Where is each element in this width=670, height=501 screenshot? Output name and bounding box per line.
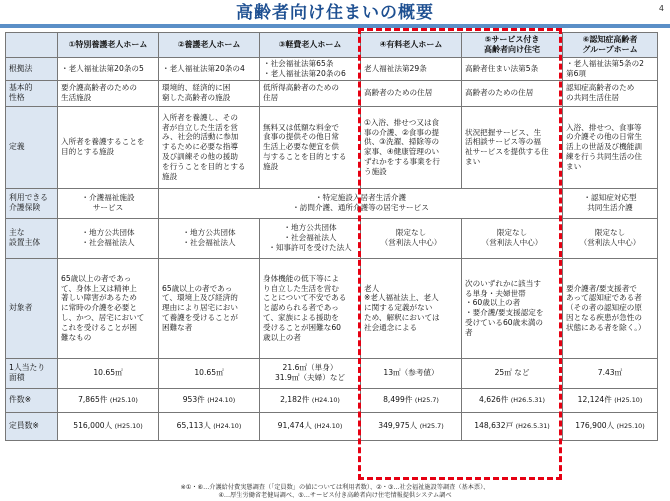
column-header: ④有料老人ホーム — [361, 33, 462, 58]
cell-date-note: (H25.10) — [114, 422, 143, 431]
table-cell: 高齢者住まい法第5条 — [462, 58, 563, 81]
table-cell: 65歳以上の者であっ て、身体上又は精神上 著しい障害があるため に常時の介護を必要と し、かつ、居宅において これを受けることが困 難なもの — [58, 258, 159, 358]
column-header: ⑤サービス付き 高齢者向け住宅 — [462, 33, 563, 58]
table-cell — [563, 412, 658, 440]
table-cell — [159, 412, 260, 440]
table-cell: 要介護者/要支援者で あって認知症である者 （その者の認知症の原 因となる疾患が急性の 状態にある者を除く。） — [563, 258, 658, 358]
row-header: 主な 設置主体 — [6, 218, 58, 258]
table-cell: ・介護福祉施設 サービス — [58, 188, 159, 218]
table-cell: 次のいずれかに該当す る単身・夫婦世帯 ・60歳以上の者 ・要介護/要支援認定を 受けている60歳未満の 者 — [462, 258, 563, 358]
column-header: ③軽費老人ホーム — [260, 33, 361, 58]
footnote — [30, 484, 640, 500]
cell-value: 953件 — [182, 395, 205, 405]
row-header: 対象者 — [6, 258, 58, 358]
table-cell: 身体機能の低下等によ り自立した生活を営む ことについて不安である と認められる者であっ て、家族による援助を 受けることが困難な60 歳以上の者 — [260, 258, 361, 358]
cell-date-note: (H25.10) — [616, 422, 645, 431]
table-cell: 限定なし （営利法人中心） — [563, 218, 658, 258]
row-header: 件数※ — [6, 388, 58, 412]
table-cell: ・地方公共団体 ・社会福祉法人 — [159, 218, 260, 258]
table-cell: 10.65㎡ — [159, 358, 260, 388]
cell-date-note: (H25.7) — [419, 422, 444, 431]
table-row — [6, 258, 658, 358]
table-cell — [58, 412, 159, 440]
cell-value: 2,182件 — [280, 395, 310, 405]
table-cell: ・地方公共団体 ・社会福祉法人 — [58, 218, 159, 258]
table-cell: 65歳以上の者であっ て、環境上及び経済的 理由により居宅におい て養護を受けることが 困難な者 — [159, 258, 260, 358]
table-cell: ・認知症対応型 共同生活介護 — [563, 188, 658, 218]
cell-date-note: (H24.10) — [213, 422, 242, 431]
table-cell: 入浴、排せつ、食事等 の介護その他の日常生 活上の世話及び機能訓 練を行う共同生活の住 まい — [563, 106, 658, 188]
cell-date-note: (H24.10) — [311, 396, 340, 405]
table-cell: 高齢者のための住居 — [361, 80, 462, 106]
table-cell: 老人福祉法第29条 — [361, 58, 462, 81]
table-cell: 状況把握サービス、生 活相談サービス等の福 祉サービスを提供する住 まい — [462, 106, 563, 188]
table-cell: 限定なし （営利法人中心） — [361, 218, 462, 258]
table-cell: ①入浴、排せつ又は食 事の介護、②食事の提 供、③洗濯、掃除等の 家事、④健康管理のい ずれかをする事業を行 う施設 — [361, 106, 462, 188]
cell-value: 12,124件 — [577, 395, 612, 405]
cell-value: 176,900人 — [575, 421, 615, 431]
table-cell: 無料又は低額な料金で 食事の提供その他日常 生活上必要な便宜を供 与することを目的とする 施設 — [260, 106, 361, 188]
row-header: 定義 — [6, 106, 58, 188]
table-cell: 老人 ※老人福祉法上、老人 に関する定義がない ため、解釈においては 社会通念による — [361, 258, 462, 358]
table-cell: 10.65㎡ — [58, 358, 159, 388]
column-header: ⑥認知症高齢者 グループホーム — [563, 33, 658, 58]
table-cell — [462, 412, 563, 440]
table-cell: 入所者を養護し、その 者が自立した生活を営 み、社会的活動に参加 するために必要な指導 及び訓練その他の援助 を行うことを目的とする 施設 — [159, 106, 260, 188]
table-row — [6, 412, 658, 440]
cell-date-note: (H24.10) — [314, 422, 343, 431]
row-header: 根拠法 — [6, 58, 58, 81]
cell-date-note: (H26.5.31) — [515, 422, 550, 431]
footnote-line: ※①・⑥…介護給付費実態調査（「定員数」の値については利用者数）、②・③…社会福祉施設等調査（基本票）、 — [180, 484, 490, 491]
cell-value: 4,626件 — [479, 395, 509, 405]
cell-date-note: (H26.5.31) — [510, 396, 545, 405]
table-cell — [361, 388, 462, 412]
table-cell: 高齢者のための住居 — [462, 80, 563, 106]
table-cell: 25㎡ など — [462, 358, 563, 388]
table-cell: 13㎡（参考値） — [361, 358, 462, 388]
table-cell: 低所得高齢者のための 住居 — [260, 80, 361, 106]
table-row — [6, 388, 658, 412]
row-header: 基本的 性格 — [6, 80, 58, 106]
table-row — [6, 188, 658, 218]
title-bar — [0, 0, 670, 28]
comparison-table — [5, 32, 658, 441]
cell-value: 7,865件 — [78, 395, 108, 405]
column-header: ①特別養護老人ホーム — [58, 33, 159, 58]
table-row — [6, 218, 658, 258]
cell-value: 516,000人 — [73, 421, 113, 431]
cell-date-note: (H25.10) — [614, 396, 643, 405]
table-cell: ・老人福祉法第20条の5 — [58, 58, 159, 81]
cell-date-note: (H24.10) — [207, 396, 236, 405]
table-cell — [260, 412, 361, 440]
table-cell: 要介護高齢者のための 生活施設 — [58, 80, 159, 106]
corner-cell — [6, 33, 58, 58]
table-cell: 限定なし （営利法人中心） — [462, 218, 563, 258]
cell-date-note: (H25.10) — [109, 396, 138, 405]
cell-value: 148,632戸 — [474, 421, 514, 431]
page-title: 高齢者向け住まいの概要 — [236, 3, 434, 23]
table-cell: 認知症高齢者のため の共同生活住居 — [563, 80, 658, 106]
row-header: 1人当たり 面積 — [6, 358, 58, 388]
table-cell: 21.6㎡（単身） 31.9㎡（夫婦）など — [260, 358, 361, 388]
header-row — [6, 33, 658, 58]
cell-value: 91,474人 — [277, 421, 312, 431]
table-cell: ・地方公共団体 ・社会福祉法人 ・知事許可を受けた法人 — [260, 218, 361, 258]
cell-value: 65,113人 — [176, 421, 211, 431]
table-cell: 環境的、経済的に困 窮した高齢者の施設 — [159, 80, 260, 106]
table-cell: 7.43㎡ — [563, 358, 658, 388]
cell-value: 349,975人 — [378, 421, 418, 431]
table-cell — [563, 388, 658, 412]
table-row — [6, 80, 658, 106]
cell-value: 8,499件 — [383, 395, 413, 405]
table-row — [6, 106, 658, 188]
table-row — [6, 58, 658, 81]
cell-date-note: (H25.7) — [414, 396, 439, 405]
table-cell: ・老人福祉法第5条の2 第6項 — [563, 58, 658, 81]
table-cell — [58, 388, 159, 412]
column-header: ②養護老人ホーム — [159, 33, 260, 58]
table-row — [6, 358, 658, 388]
table-cell — [361, 412, 462, 440]
table-cell: ・社会福祉法第65条 ・老人福祉法第20条の6 — [260, 58, 361, 81]
table-cell-span: ・特定施設入居者生活介護 ・訪問介護、通所介護等の居宅サービス — [159, 188, 563, 218]
row-header: 定員数※ — [6, 412, 58, 440]
footnote-line: ④…厚生労働省老健局調べ、⑤…サービス付き高齢者向け住宅情報提供システム調べ — [218, 492, 452, 500]
table-cell: 入所者を養護することを 目的とする施設 — [58, 106, 159, 188]
table-cell: ・老人福祉法第20条の4 — [159, 58, 260, 81]
page-number: 4 — [658, 4, 664, 13]
row-header: 利用できる 介護保険 — [6, 188, 58, 218]
table-cell — [260, 388, 361, 412]
table-cell — [159, 388, 260, 412]
table-cell — [462, 388, 563, 412]
